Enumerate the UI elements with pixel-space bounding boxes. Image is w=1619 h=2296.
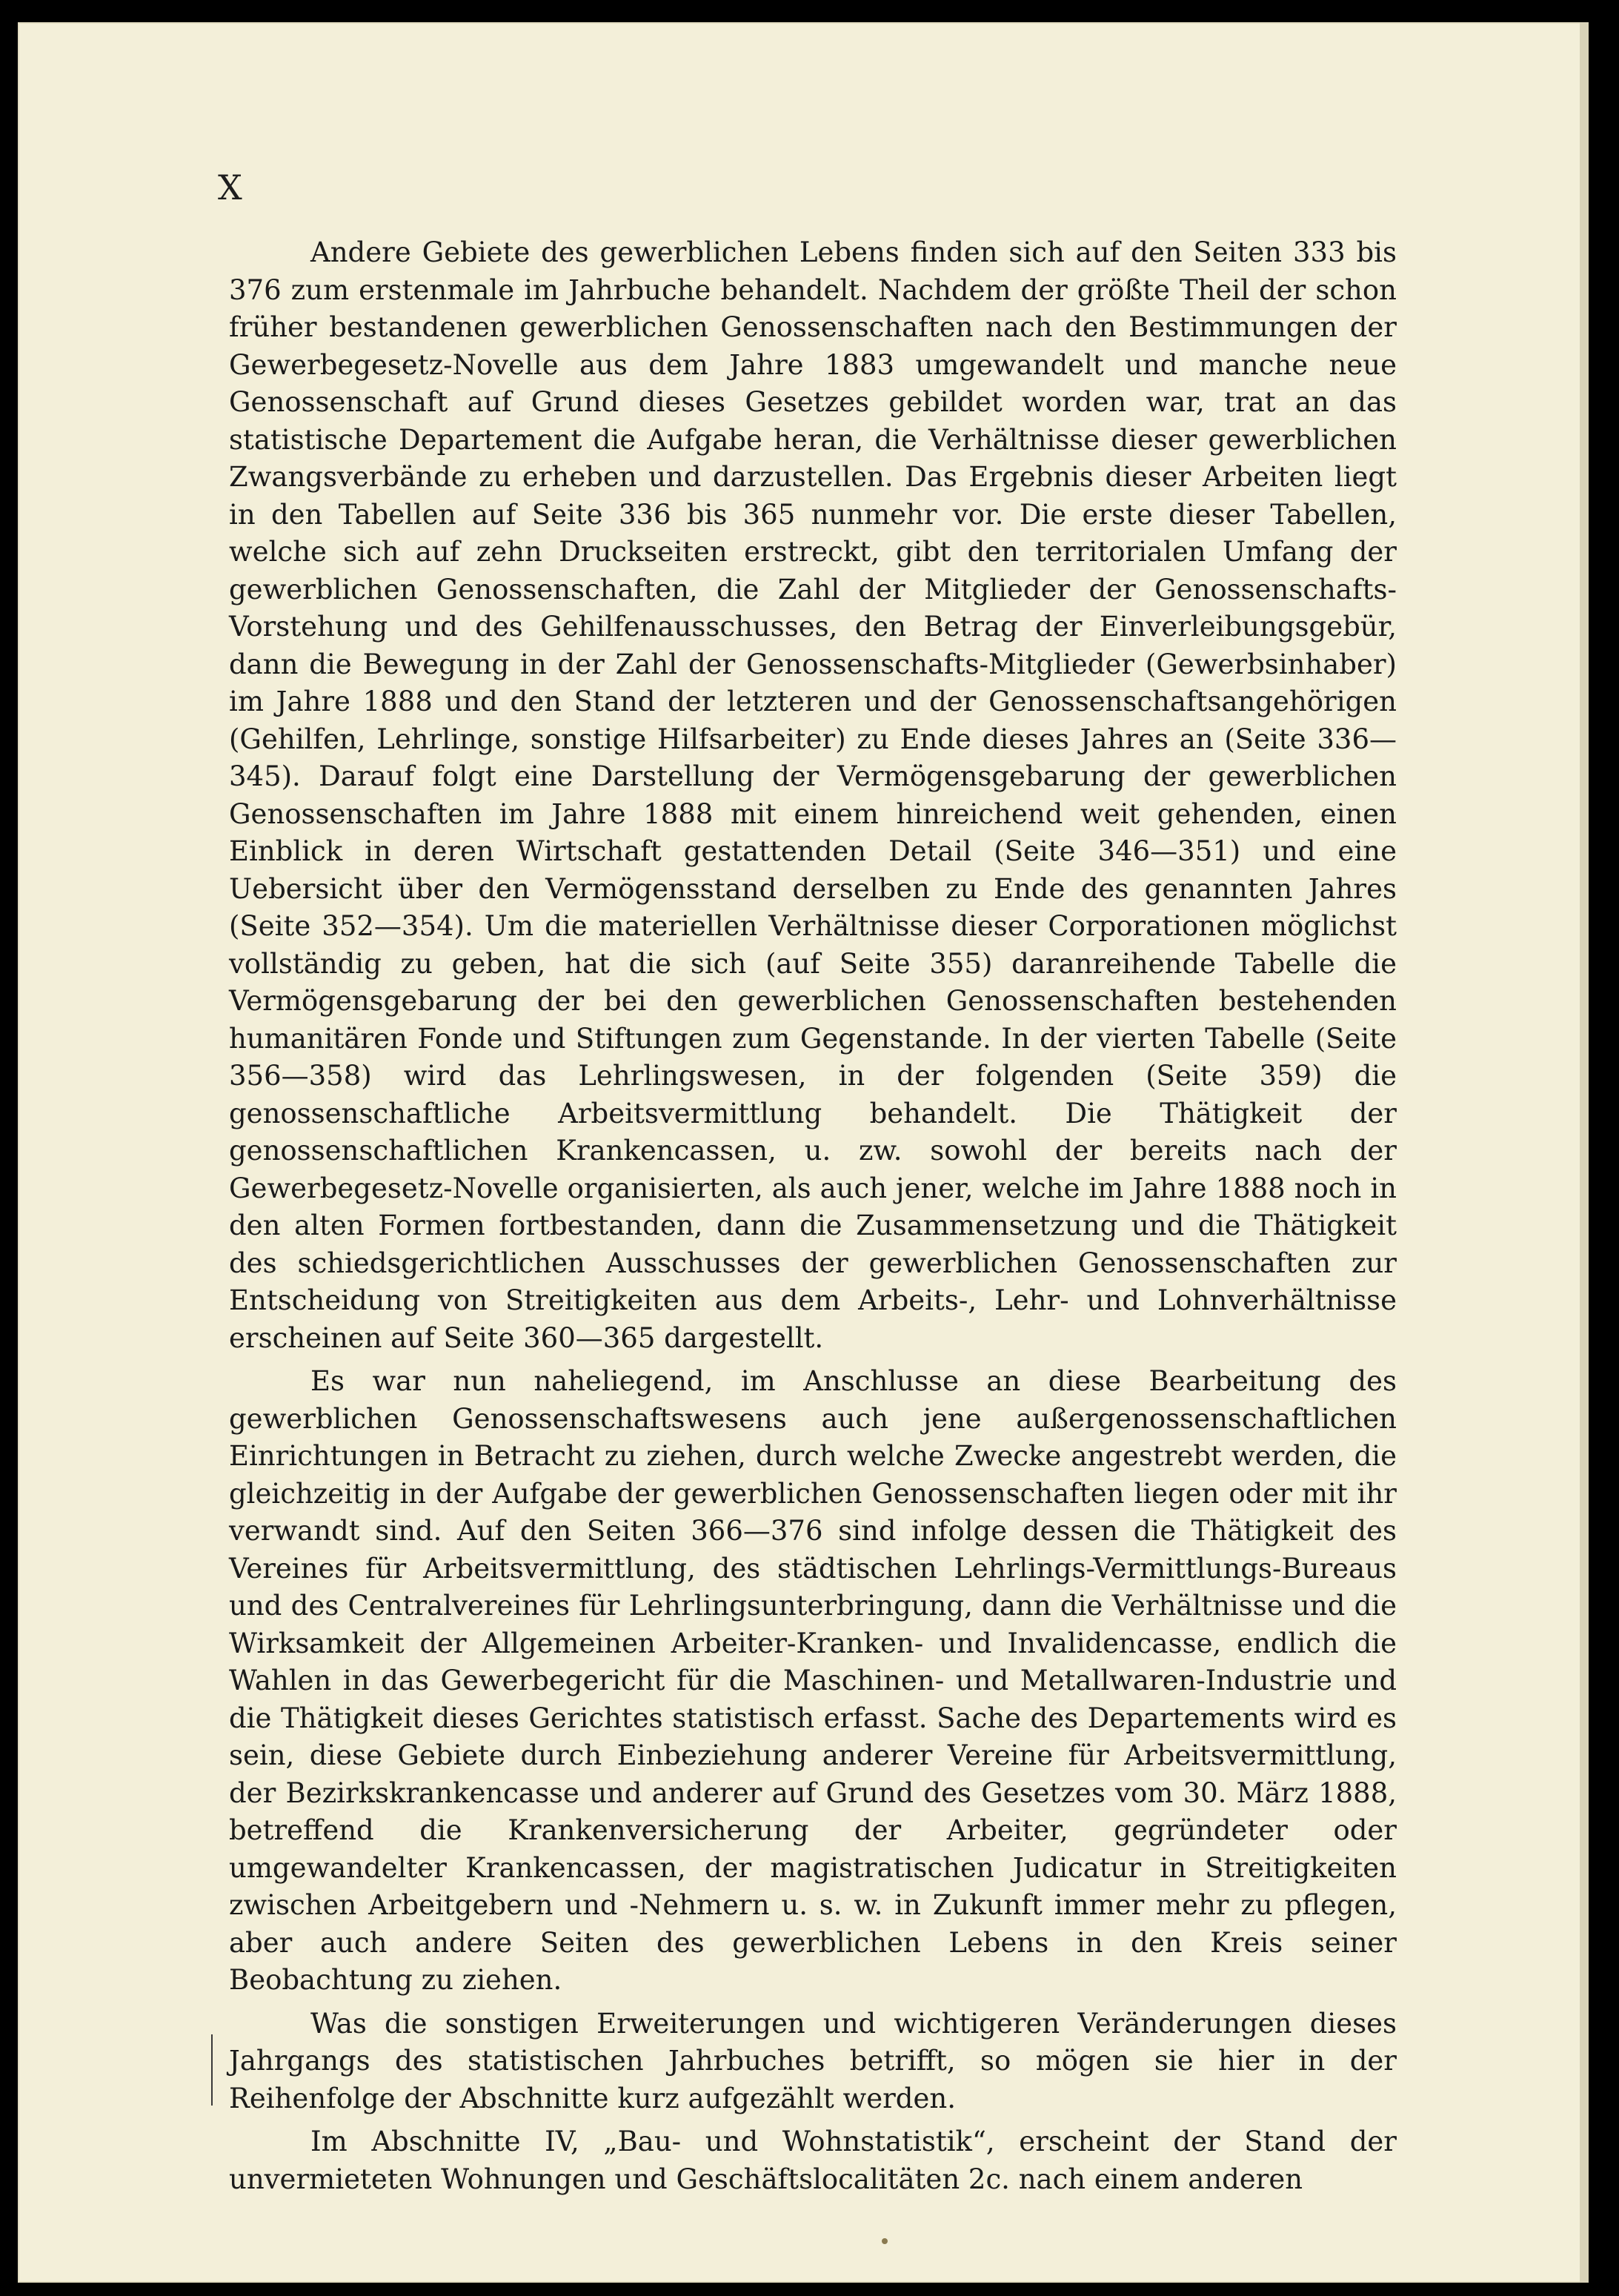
paper-speck xyxy=(882,2238,888,2244)
page-number: X xyxy=(218,167,244,208)
body-text xyxy=(229,234,1397,2204)
paragraph-2: Es war nun naheliegend, im Anschlusse an diese Bearbeitung des gewerblichen Genossenschaftswesens auch jene außergenossenschaftlichen Einrichtungen in Betracht zu ziehen, durch welche Zwecke angestrebt werden, die gleichzeitig in der Aufgabe der gewerblichen Genossenschaften liegen oder mit ihr verwandt sind. Auf den Seiten 366—376 sind infolge dessen die Thätigkeit des Vereines für Arbeitsvermittlung, des städtischen Lehrlings-Vermittlungs-Bureaus und des Centralvereines für Lehrlingsunterbringung, dann die Verhältnisse und die Wirksamkeit der Allgemeinen Arbeiter-Kranken- und Invalidencasse, endlich die Wahlen in das Gewerbegericht für die Maschinen- und Metallwaren-Industrie und die Thätigkeit dieses Gerichtes statistisch erfasst. Sache des Departements wird es sein, diese Gebiete durch Einbeziehung anderer Vereine für Arbeitsvermittlung, der Bezirkskrankencasse und anderer auf Grund des Gesetzes vom 30. März 1888, betreffend die Krankenversicherung der Arbeiter, gegründeter oder umgewandelter Krankencassen, der magistratischen Judicatur in Streitigkeiten zwischen Arbeitgebern und -Nehmern u. s. w. in Zukunft immer mehr zu pflegen, aber auch andere Seiten des gewerblichen Lebens in den Kreis seiner Beobachtung zu ziehen. xyxy=(229,1365,1397,1996)
paragraph-4: Im Abschnitte IV, „Bau- und Wohnstatistik“, erscheint der Stand der unvermieteten Wohnungen und Geschäftslocalitäten 2c. nach einem anderen xyxy=(229,2126,1397,2195)
paragraph-1: Andere Gebiete des gewerblichen Lebens finden sich auf den Seiten 333 bis 376 zum erstenmale im Jahrbuche behandelt. Nachdem der größte Theil der schon früher bestandenen gewerblichen Genossenschaften nach den Bestimmungen der Gewerbegesetz-Novelle aus dem Jahre 1883 umgewandelt und manche neue Genossenschaft auf Grund dieses Gesetzes gebildet worden war, trat an das statistische Departement die Aufgabe heran, die Verhältnisse dieser gewerblichen Zwangsverbände zu erheben und darzustellen. Das Ergebnis dieser Arbeiten liegt in den Tabellen auf Seite 336 bis 365 nunmehr vor. Die erste dieser Tabellen, welche sich auf zehn Druckseiten erstreckt, gibt den territorialen Umfang der gewerblichen Genossenschaften, die Zahl der Mitglieder der Genossenschafts-Vorstehung und des Gehilfenausschusses, den Betrag der Einverleibungsgebür, dann die Bewegung in der Zahl der Genossenschafts-Mitglieder (Gewerbsinhaber) im Jahre 1888 und den Stand der letzteren und der Genossenschaftsangehörigen (Gehilfen, Lehrlinge, sonstige Hilfsarbeiter) zu Ende dieses Jahres an (Seite 336—345). Darauf folgt eine Darstellung der Vermögensgebarung der gewerblichen Genossenschaften im Jahre 1888 mit einem hinreichend weit gehenden, einen Einblick in deren Wirtschaft gestattenden Detail (Seite 346—351) und eine Uebersicht über den Vermögensstand derselben zu Ende des genannten Jahres (Seite 352—354). Um die materiellen Verhältnisse dieser Corporationen möglichst vollständig zu geben, hat die sich (auf Seite 355) daranreihende Tabelle die Vermögensgebarung der bei den gewerblichen Genossenschaften bestehenden humanitären Fonde und Stiftungen zum Gegenstande. In der vierten Tabelle (Seite 356—358) wird das Lehrlingswesen, in der folgenden (Seite 359) die genossenschaftliche Arbeitsvermittlung behandelt. Die Thätigkeit der genossenschaftlichen Krankencassen, u. zw. sowohl der bereits nach der Gewerbegesetz-Novelle organisierten, als auch jener, welche im Jahre 1888 noch in den alten Formen fortbestanden, dann die Zusammensetzung und die Thätigkeit des schiedsgerichtlichen Ausschusses der gewerblichen Genossenschaften zur Entscheidung von Streitigkeiten aus dem Arbeits-, Lehr- und Lohnverhältnisse erscheinen auf Seite 360—365 dargestellt. xyxy=(229,236,1397,1354)
book-page xyxy=(18,22,1589,2283)
page-edge xyxy=(1580,22,1589,2283)
paragraph-3: Was die sonstigen Erweiterungen und wichtigeren Veränderungen dieses Jahrgangs des statistischen Jahrbuches betrifft, so mögen sie hier in der Reihenfolge der Abschnitte kurz aufgezählt werden. xyxy=(229,2007,1397,2114)
margin-mark xyxy=(211,2034,213,2106)
